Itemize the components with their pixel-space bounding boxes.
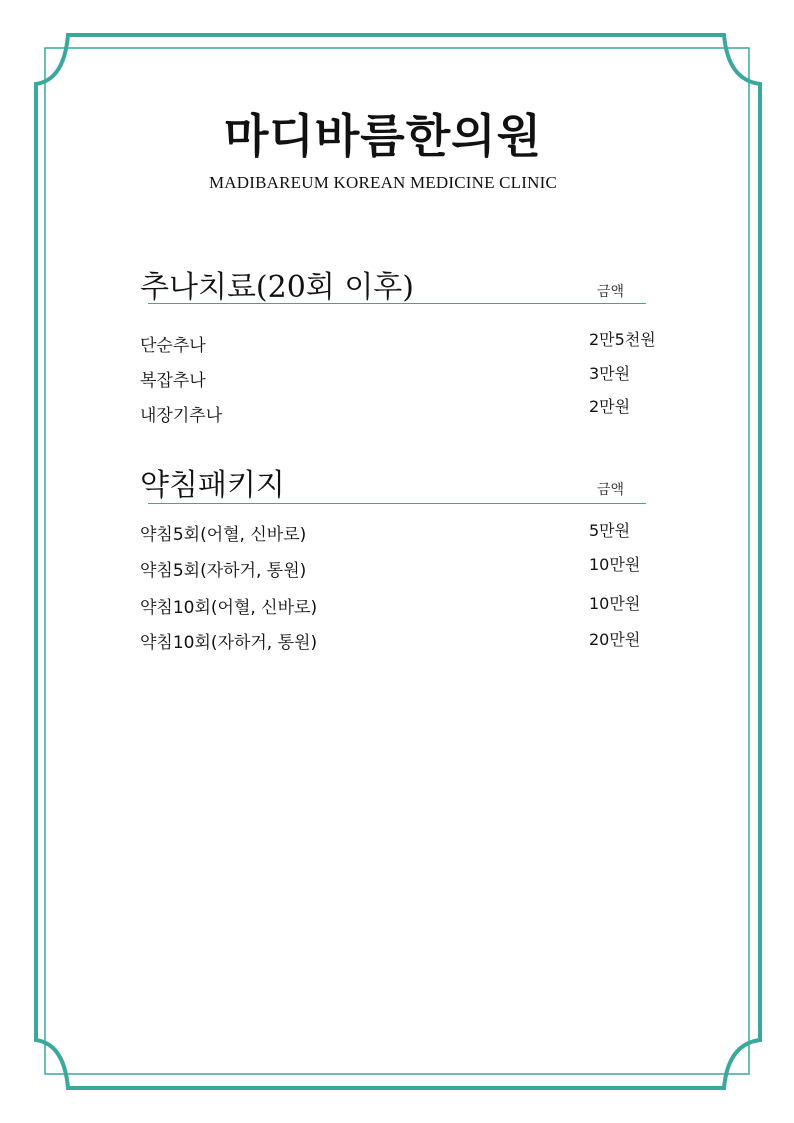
menu-item-name: 약침10회(어혈, 신바로) bbox=[140, 598, 318, 618]
price-column-header: 금액 bbox=[597, 284, 625, 300]
section-title-chuna: 추나치료(20회 이후) bbox=[140, 270, 414, 305]
section-divider bbox=[148, 503, 646, 504]
menu-item-name: 약침5회(어혈, 신바로) bbox=[140, 525, 307, 545]
menu-item-name: 단순추나 bbox=[140, 336, 206, 356]
menu-item-price: 10만원 bbox=[589, 555, 641, 574]
price-column-header: 금액 bbox=[597, 482, 625, 498]
section-divider bbox=[148, 303, 646, 304]
menu-item-price: 20만원 bbox=[589, 630, 641, 649]
menu-item-price: 2만원 bbox=[589, 397, 631, 416]
menu-item-price: 10만원 bbox=[589, 594, 641, 613]
menu-item-price: 3만원 bbox=[589, 364, 631, 383]
menu-item-price: 5만원 bbox=[589, 521, 631, 540]
menu-item-name: 내장기추나 bbox=[140, 406, 223, 426]
section-title-pharmacopuncture: 약침패키지 bbox=[140, 468, 285, 503]
clinic-name-english: MADIBAREUM KOREAN MEDICINE CLINIC bbox=[208, 173, 557, 192]
menu-item-price: 2만5천원 bbox=[589, 330, 656, 349]
menu-item-name: 약침10회(자하거, 통원) bbox=[140, 633, 318, 653]
menu-item-name: 약침5회(자하거, 통원) bbox=[140, 561, 307, 581]
menu-item-name: 복잡추나 bbox=[140, 371, 206, 391]
clinic-name-korean: 마디바름한의원 bbox=[223, 109, 543, 163]
